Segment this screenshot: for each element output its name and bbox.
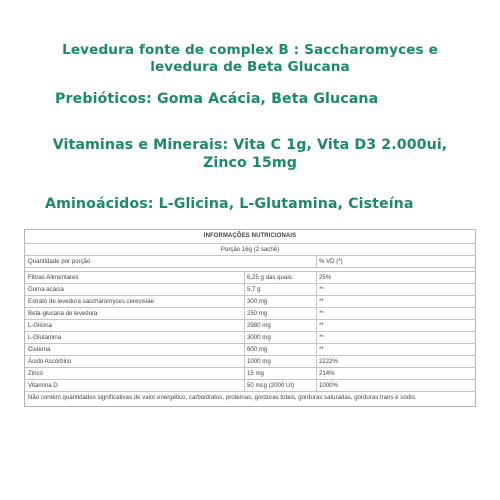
table-row [25,319,475,331]
nutrient-name: Goma acácia [28,286,64,293]
nutrition-column-header-row [25,255,475,267]
nutrient-name: Fibras Alimentares [28,274,79,281]
vitamins-minerals-line-2: Zinco 15mg [202,155,298,171]
nutrient-amount: 300 mg [244,296,267,307]
nutrient-name: Zinco [28,370,43,377]
table-row [25,355,475,367]
nutrient-amount: 250 mg [244,308,267,319]
table-row [25,331,475,343]
nutrient-amount: 50 mcg (2000 UI) [244,380,294,391]
vd-column-header: % VD (*) [316,256,343,267]
yeast-source-line-2: levedura de Beta Glucana [150,59,350,75]
nutrient-amount: 1000 mg [244,356,271,367]
table-row [25,307,475,319]
nutrient-vd: 1000% [316,380,338,391]
table-row [25,343,475,355]
nutrient-vd: 2222% [316,356,338,367]
nutrient-vd: ** [316,332,324,343]
table-row [25,367,475,379]
nutrient-amount: 5,7 g [244,284,261,295]
nutrient-amount: 15 mg [244,368,264,379]
table-row [25,379,475,391]
nutrient-amount: 3000 mg [244,332,271,343]
nutrient-name: L-Glutamina [28,334,62,341]
nutrient-vd: ** [316,284,324,295]
nutrition-footnote: Não contém quantidades significativas de valor energético, carboidratos, proteínas, gorduras totais, gorduras saturadas, gorduras trans e sódio. [25,391,475,406]
table-row [25,271,475,283]
table-row [25,295,475,307]
nutrient-name: Ácido Ascórbico [28,358,72,365]
nutrient-vd: 25% [316,272,331,283]
amino-acids-line: Aminoácidos: L-Glicina, L-Glutamina, Cisteína [45,196,414,212]
nutrient-vd: ** [316,296,324,307]
vitamins-minerals-line-1: Vitaminas e Minerais: Vita C 1g, Vita D3 2.000ui, [52,137,448,153]
nutrient-name: L-Glicina [28,322,53,329]
nutrient-name: Vitamina D [28,382,58,389]
nutrient-name: Beta-glucana de levedura [28,310,98,317]
nutrition-portion: Porção 16g (2 sachê) [25,243,475,255]
nutrient-amount: 6,25 g das quais: [244,272,293,283]
nutrient-name: Cisteína [28,346,51,353]
nutrient-amount: 600 mg [244,344,267,355]
nutrient-amount: 2980 mg [244,320,271,331]
quantity-column-header: Quantidade por porção [28,258,91,265]
nutrition-facts-table [24,229,476,407]
nutrition-table-title: INFORMAÇÕES NUTRICIONAIS [203,233,297,239]
table-row [25,283,475,295]
yeast-source-line-1: Levedura fonte de complex B : Saccharomyces e [62,42,438,58]
nutrient-vd: ** [316,320,324,331]
nutrient-name: Extrato de levedura saccharomyces cerevisiae [28,298,154,305]
nutrient-vd: ** [316,344,324,355]
nutrient-vd: ** [316,308,324,319]
nutrient-vd: 214% [316,368,335,379]
prebiotics-line: Prebióticos: Goma Acácia, Beta Glucana [55,91,379,107]
